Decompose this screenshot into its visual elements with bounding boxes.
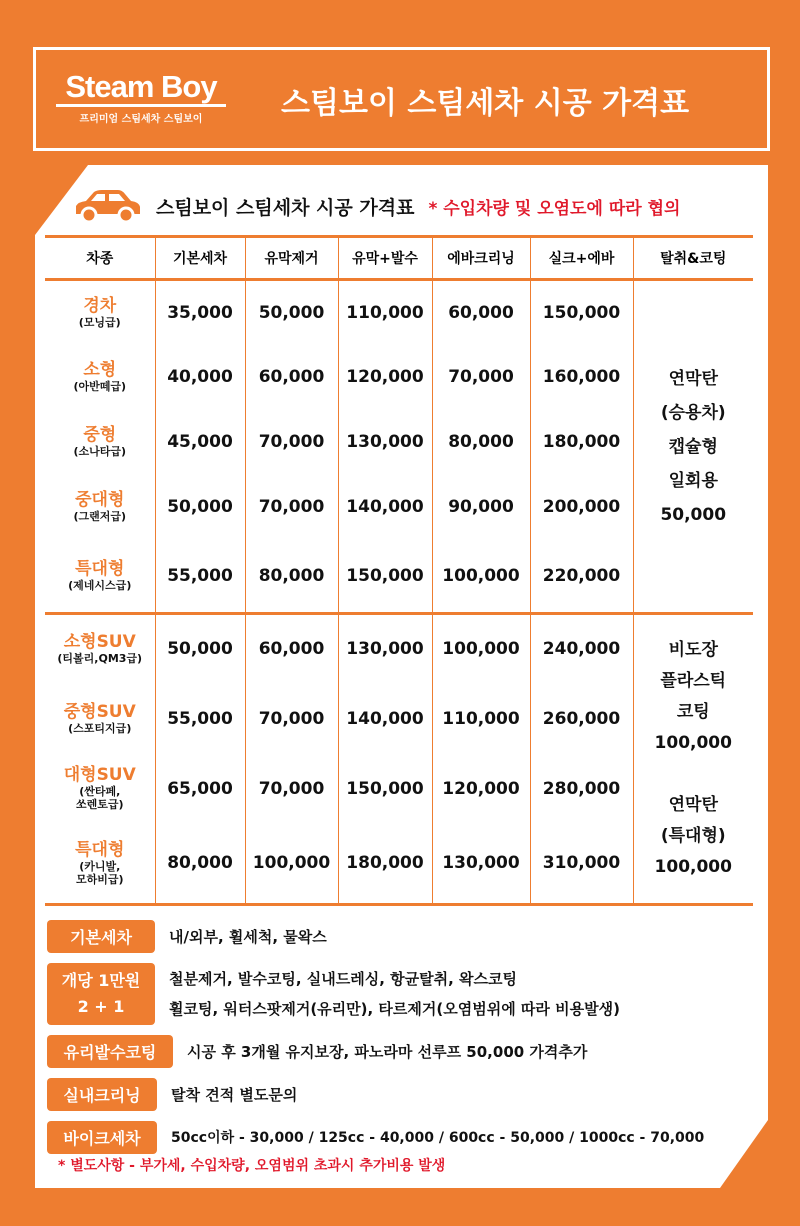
note-line: 내/외부, 휠세척, 물왁스 — [169, 927, 327, 946]
price-cell: 90,000 — [432, 475, 530, 540]
price-cell: 70,000 — [245, 684, 338, 754]
section-note: * 수입차량 및 오염도에 따라 협의 — [428, 198, 681, 219]
price-table — [45, 235, 753, 906]
deodorize-line: (특대형) — [660, 826, 726, 846]
note-badge: 바이크세차 — [47, 1121, 157, 1154]
price-cell: 60,000 — [432, 280, 530, 345]
vehicle-type: 소형 — [83, 360, 117, 380]
note-row — [47, 963, 767, 1025]
price-cell: 80,000 — [245, 540, 338, 614]
price-cell: 55,000 — [155, 540, 245, 614]
price-cell: 120,000 — [432, 754, 530, 824]
price-cell: 110,000 — [338, 280, 432, 345]
deodorize-line: 50,000 — [660, 504, 727, 525]
note-badge: 실내크리닝 — [47, 1078, 157, 1111]
price-cell: 40,000 — [155, 345, 245, 410]
price-cell: 140,000 — [338, 684, 432, 754]
deodorize-line: 연막탄 — [668, 795, 718, 815]
price-cell: 180,000 — [530, 410, 633, 475]
car-icon — [72, 188, 142, 224]
deodorize-line: (승용차) — [660, 402, 726, 423]
vehicle-example: (싼타페, 쏘렌토급) — [75, 785, 124, 811]
deodorize-line: 연막탄 — [668, 368, 718, 389]
vehicle-type: 대형SUV — [63, 765, 136, 785]
price-cell: 130,000 — [338, 410, 432, 475]
column-header: 탈취&코팅 — [633, 237, 753, 280]
column-header: 유막+발수 — [338, 237, 432, 280]
price-cell: 100,000 — [432, 614, 530, 684]
deodorize-line: 플라스틱 — [660, 671, 727, 691]
deodorize-line: 코팅 — [676, 702, 710, 722]
note-text — [169, 964, 620, 1024]
price-cell: 200,000 — [530, 475, 633, 540]
vehicle-example: (소나타급) — [73, 445, 127, 458]
price-cell: 310,000 — [530, 824, 633, 905]
price-cell: 150,000 — [530, 280, 633, 345]
deodorize-line: 비도장 — [668, 640, 718, 660]
notes-list — [47, 920, 767, 1164]
note-row — [47, 1121, 767, 1154]
price-cell: 130,000 — [338, 614, 432, 684]
price-cell: 70,000 — [432, 345, 530, 410]
vehicle-type-cell — [45, 540, 155, 614]
price-cell: 100,000 — [432, 540, 530, 614]
column-header: 에바크리닝 — [432, 237, 530, 280]
note-row — [47, 1035, 767, 1068]
deodorize-line — [634, 759, 754, 790]
price-cell: 80,000 — [432, 410, 530, 475]
note-text — [171, 1123, 704, 1153]
deodorize-line: 캡슐형 — [668, 436, 718, 457]
price-cell: 240,000 — [530, 614, 633, 684]
note-row — [47, 920, 767, 953]
price-cell: 140,000 — [338, 475, 432, 540]
price-cell: 55,000 — [155, 684, 245, 754]
section-header — [72, 188, 680, 224]
price-cell: 50,000 — [155, 475, 245, 540]
note-badge: 개당 1만원 2 + 1 — [47, 963, 155, 1025]
vehicle-type-cell — [45, 684, 155, 754]
price-cell: 110,000 — [432, 684, 530, 754]
vehicle-type: 중대형 — [75, 490, 125, 510]
price-cell: 150,000 — [338, 754, 432, 824]
logo-subtitle: 프리미엄 스팀세차 스팀보이 — [79, 114, 203, 125]
vehicle-type: 경차 — [83, 295, 117, 316]
column-header: 실크+에바 — [530, 237, 633, 280]
vehicle-example: (스포티지급) — [68, 721, 132, 735]
vehicle-example: (모닝급) — [78, 315, 121, 329]
note-line: 탈착 견적 별도문의 — [171, 1085, 298, 1104]
price-cell: 50,000 — [245, 280, 338, 345]
note-text — [187, 1037, 587, 1067]
price-cell: 70,000 — [245, 754, 338, 824]
vehicle-type: 특대형 — [75, 558, 125, 579]
footer-note: * 별도사항 - 부가세, 수입차량, 오염범위 초과시 추가비용 발생 — [58, 1158, 446, 1174]
logo-text: Steam Boy — [56, 70, 226, 107]
vehicle-type: 특대형 — [75, 839, 125, 860]
price-cell: 60,000 — [245, 614, 338, 684]
vehicle-example: (카니발, 모하비급) — [75, 859, 124, 886]
vehicle-type-cell — [45, 475, 155, 540]
price-cell: 120,000 — [338, 345, 432, 410]
price-cell: 70,000 — [245, 475, 338, 540]
price-cell: 180,000 — [338, 824, 432, 905]
note-text — [171, 1080, 297, 1110]
price-cell: 60,000 — [245, 345, 338, 410]
note-line: 철분제거, 발수코팅, 실내드레싱, 항균탈취, 왁스코팅 — [169, 970, 517, 988]
deodorize-coating-cell — [633, 280, 753, 614]
vehicle-type: 소형SUV — [63, 632, 136, 653]
price-cell: 130,000 — [432, 824, 530, 905]
table-row — [45, 614, 753, 684]
vehicle-type-cell — [45, 824, 155, 905]
deodorize-line: 100,000 — [654, 857, 732, 877]
vehicle-type: 중형SUV — [63, 701, 136, 722]
price-cell: 260,000 — [530, 684, 633, 754]
deodorize-line: 100,000 — [654, 733, 732, 753]
price-cell: 50,000 — [155, 614, 245, 684]
note-row — [47, 1078, 767, 1111]
column-header: 기본세차 — [155, 237, 245, 280]
column-header: 차종 — [45, 237, 155, 280]
table-row — [45, 280, 753, 345]
price-cell: 100,000 — [245, 824, 338, 905]
vehicle-type: 중형 — [83, 425, 117, 445]
price-cell: 160,000 — [530, 345, 633, 410]
vehicle-example: (티볼리,QM3급) — [57, 652, 143, 666]
note-line: 휠코팅, 워터스팟제거(유리만), 타르제거(오염범위에 따라 비용발생) — [169, 1000, 620, 1018]
header-box — [33, 47, 770, 151]
note-line: 시공 후 3개월 유지보장, 파노라마 선루프 50,000 가격추가 — [187, 1042, 588, 1061]
logo — [56, 70, 226, 125]
price-cell: 280,000 — [530, 754, 633, 824]
price-cell: 65,000 — [155, 754, 245, 824]
price-cell: 220,000 — [530, 540, 633, 614]
price-cell: 35,000 — [155, 280, 245, 345]
vehicle-type-cell — [45, 280, 155, 345]
vehicle-type-cell — [45, 754, 155, 824]
price-cell: 150,000 — [338, 540, 432, 614]
note-line: 50cc이하 - 30,000 / 125cc - 40,000 / 600cc - 50,000 / 1000cc - 70,000 — [171, 1129, 705, 1146]
price-cell: 45,000 — [155, 410, 245, 475]
section-title: 스팀보이 스팀세차 시공 가격표 — [156, 196, 415, 219]
deodorize-line: 일회용 — [668, 470, 718, 491]
price-cell: 70,000 — [245, 410, 338, 475]
column-header: 유막제거 — [245, 237, 338, 280]
vehicle-example: (그랜저급) — [73, 510, 127, 523]
vehicle-type-cell — [45, 410, 155, 475]
vehicle-type-cell — [45, 614, 155, 684]
price-cell: 80,000 — [155, 824, 245, 905]
note-badge: 기본세차 — [47, 920, 155, 953]
page-title: 스팀보이 스팀세차 시공 가격표 — [281, 86, 690, 121]
vehicle-example: (아반떼급) — [73, 380, 127, 393]
deodorize-coating-cell — [633, 614, 753, 905]
note-badge: 유리발수코팅 — [47, 1035, 173, 1068]
note-text — [169, 922, 327, 952]
vehicle-type-cell — [45, 345, 155, 410]
vehicle-example: (제네시스급) — [68, 578, 132, 592]
